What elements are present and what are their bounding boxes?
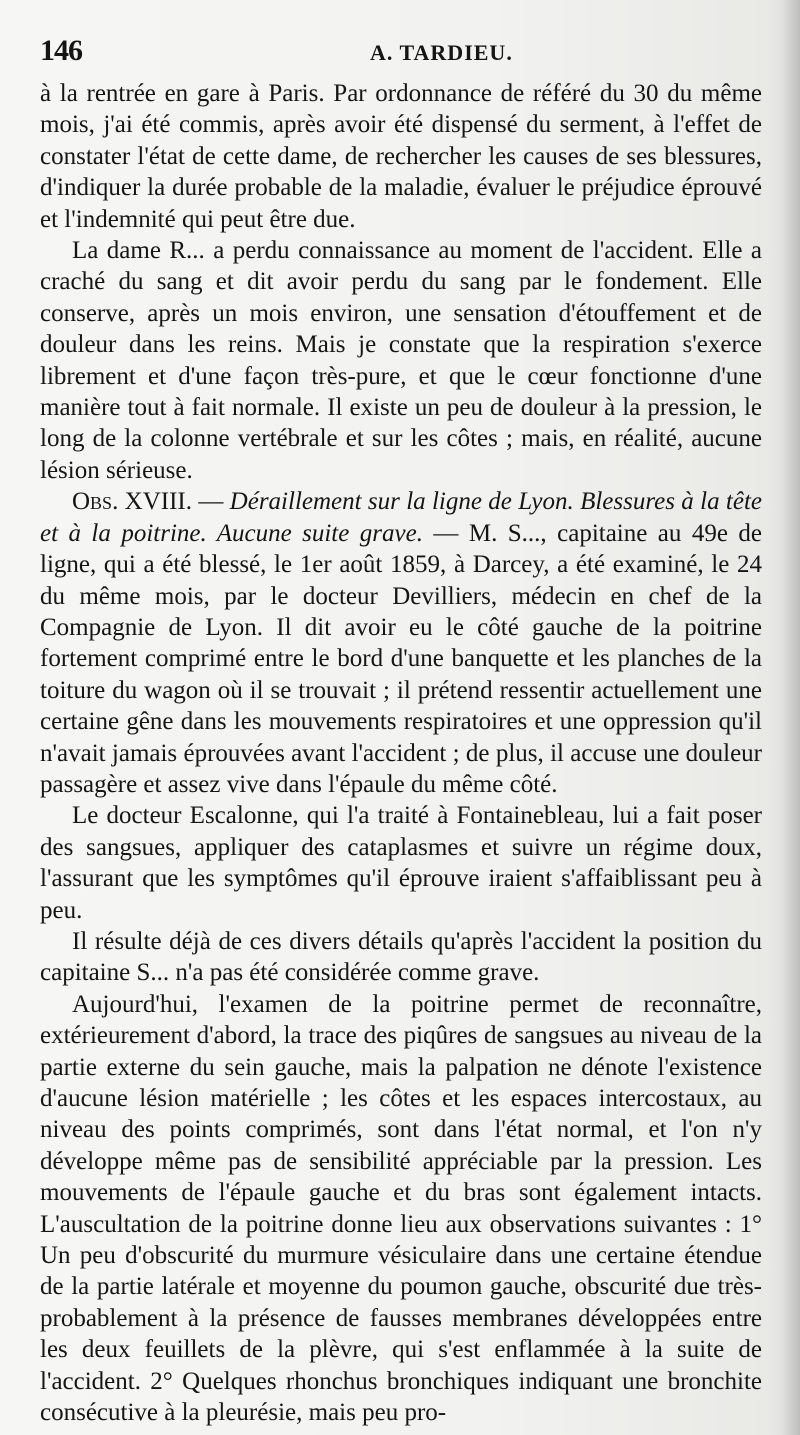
running-head: A. TARDIEU.	[370, 40, 513, 65]
page-header	[40, 30, 760, 70]
paragraph-2: La dame R... a perdu connaissance au moment de l'accident. Elle a craché du sang et dit avoir perdu du sang par le fondement. Elle conserve, après un mois environ, une sensation d'étouffement et de douleur dans les reins. Mais je constate que la respiration s'exerce librement et d'une façon très-pure, et que le cœur fonctionne d'une manière tout à fait normale. Il existe un peu de douleur à la pression, le long de la colonne vertébrale et sur les côtes ; mais, en réalité, aucune lésion sérieuse.	[40, 237, 762, 484]
observation-paragraph	[40, 486, 762, 800]
paragraph-6: Aujourd'hui, l'examen de la poitrine permet de reconnaître, extérieurement d'abord, la trace des piqûres de sangsues au niveau de la partie externe du sein gauche, mais la palpation ne dénote l'existence d'aucune lésion matérielle ; les côtes et les espaces intercostaux, au niveau des points comprimés, sont dans l'état normal, et l'on n'y développe même pas de sensibilité appréciable par la pression. Les mouvements de l'épaule gauche et du bras sont également intacts. L'auscultation de la poitrine donne lieu aux observations suivantes : 1° Un peu d'obscurité du murmure vésiculaire dans une certaine étendue de la partie latérale et moyenne du poumon gauche, obscurité due très-probablement à la présence de fausses membranes développées entre les deux feuillets de la plèvre, qui s'est enflammée à la suite de l'accident. 2° Quelques rhonchus bronchiques indiquant une bronchite consécutive à la pleurésie, mais peu pro-	[40, 990, 762, 1427]
observation-dash: —	[192, 488, 230, 516]
observation-text: — M. S..., capitaine au 49e de ligne, qui a été blessé, le 1er août 1859, à Darcey, a été examiné, le 24 du même mois, par le docteur Devilliers, médecin en chef de la Compagnie de Lyon. Il dit avoir eu le côté gauche de la poitrine fortement comprimé entre le bord d'une banquette et les planches de la toiture du wagon où il se trouvait ; il prétend ressentir actuellement une certaine gêne dans les mouvements respiratoires et une oppression qu'il n'avait jamais éprouvées avant l'accident ; de plus, il accuse une douleur passagère et assez vive dans l'épaule du même côté.	[40, 519, 762, 798]
paragraph-5: Il résulte déjà de ces divers détails qu'après l'accident la position du capitaine S... n'a pas été considérée comme grave.	[40, 927, 762, 987]
paragraph-4: Le docteur Escalonne, qui l'a traité à Fontainebleau, lui a fait poser des sangsues, appliquer des cataplasmes et suivre un régime doux, l'assurant que les symptômes qu'il éprouve iraient s'affaiblissant peu à peu.	[40, 802, 762, 924]
observation-title: Déraillement sur la ligne de Lyon. Blessures à la tête et à la poitrine. Aucune suite grave.	[40, 488, 763, 547]
observation-label: Obs. XVIII.	[72, 488, 192, 516]
page-edge-shadow	[782, 0, 800, 1435]
body-text	[40, 78, 762, 1428]
paragraph-1: à la rentrée en gare à Paris. Par ordonnance de référé du 30 du même mois, j'ai été commis, après avoir été dispensé du serment, à l'effet de constater l'état de cette dame, de rechercher les causes de ses blessures, d'indiquer la durée probable de la maladie, évaluer le préjudice éprouvé et l'indemnité qui peut être due.	[40, 80, 762, 233]
page-number: 146	[40, 34, 82, 67]
